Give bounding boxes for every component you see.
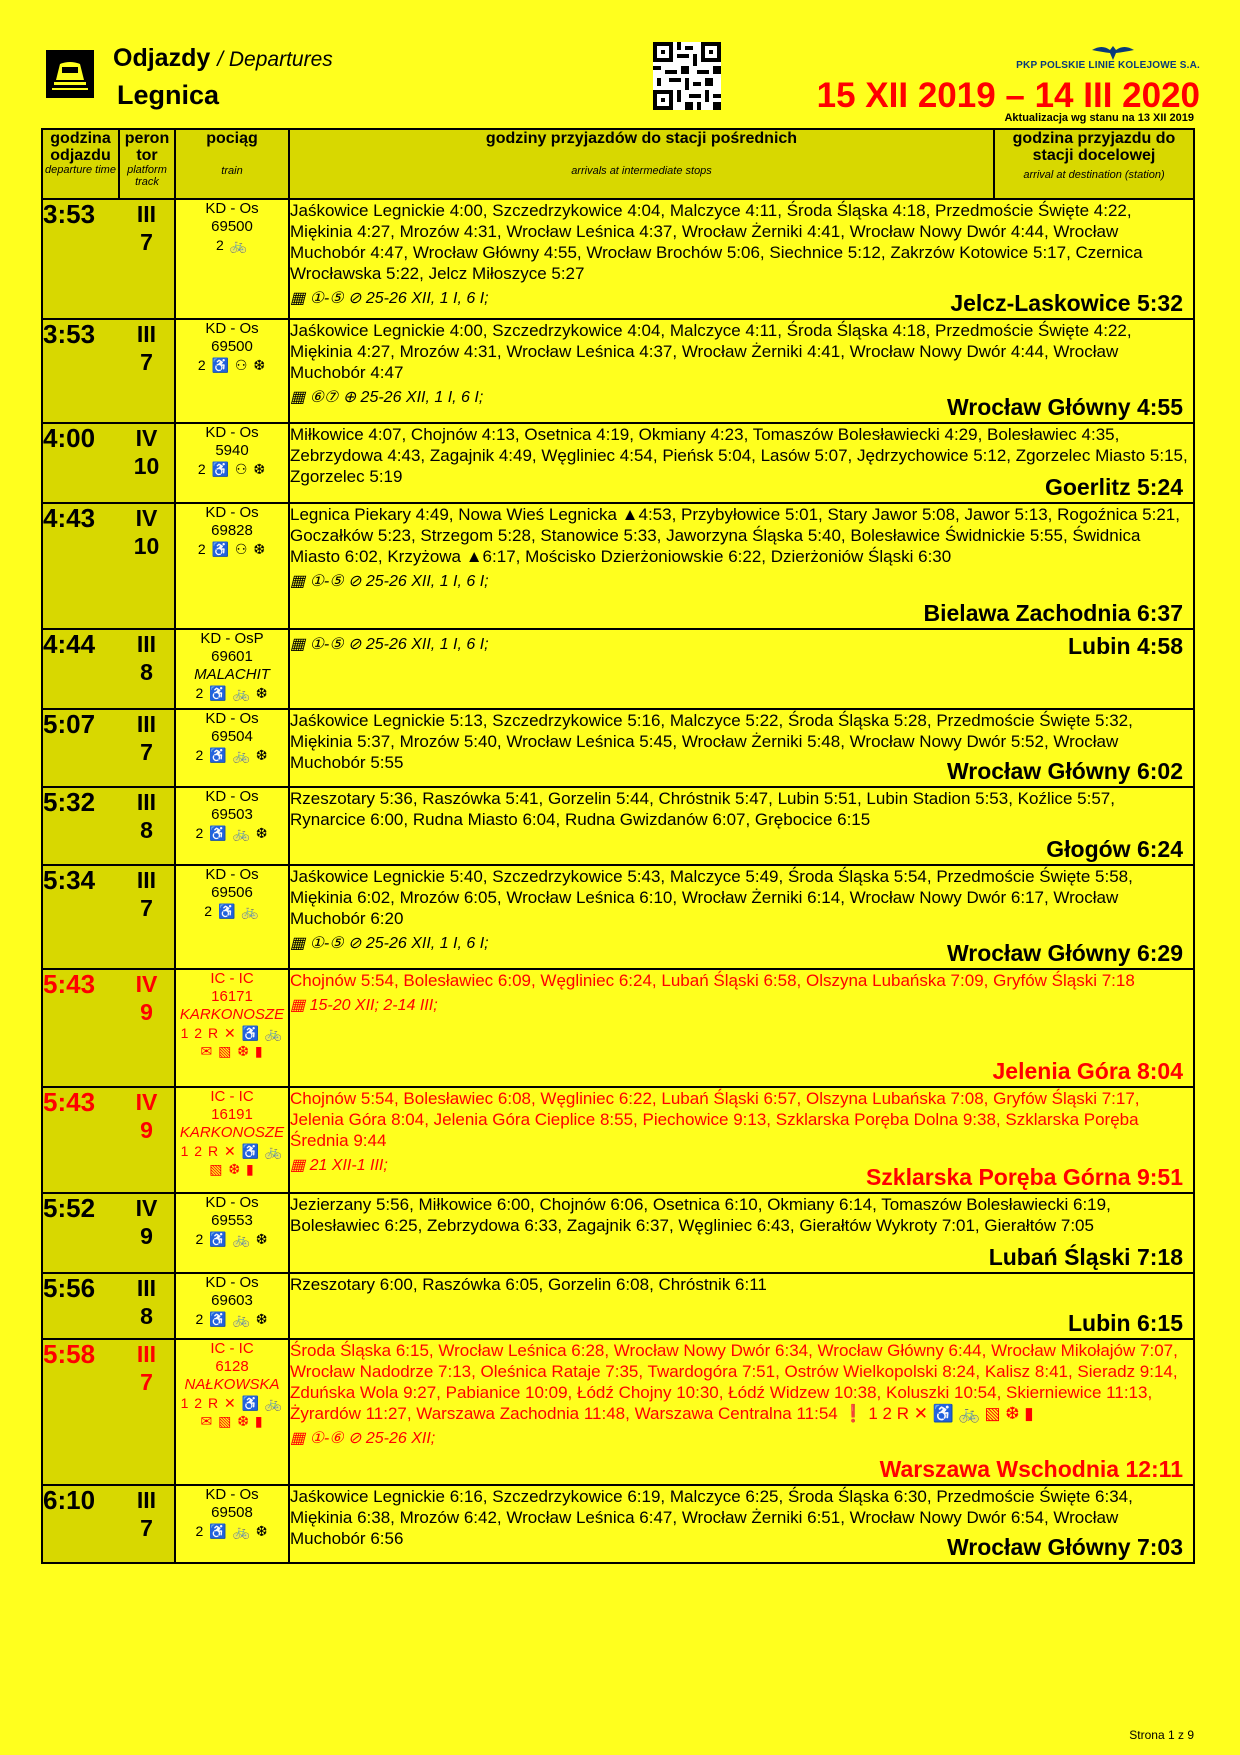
train-name: NAŁKOWSKA [184,1376,280,1393]
table-row [42,1087,1194,1193]
train-carrier: KD - Os [205,200,259,217]
destination: Goerlitz 5:24 [1044,474,1183,500]
departure-time: 5:52 [42,1193,119,1273]
calendar-note: ▦ ①-⑤ ⊘ 25-26 XII, 1 I, 6 I; [290,636,489,653]
departure-time: 3:53 [42,319,119,423]
train-carrier: KD - Os [205,788,259,805]
track: 7 [140,739,153,765]
train-number: 16171 [211,988,253,1005]
platform-track [119,319,175,423]
track: 9 [140,1117,153,1143]
departure-time: 6:10 [42,1485,119,1563]
train-number: 16191 [211,1106,253,1123]
track: 7 [140,1369,153,1395]
train-info [175,1273,289,1339]
table-row [42,629,1194,709]
track: 8 [140,817,153,843]
destination: Głogów 6:24 [1046,836,1183,862]
destination: Lubin 4:58 [1067,633,1183,659]
platform-track [119,709,175,787]
header-time: godzina odjazdu departure time [42,129,119,199]
service-symbols-icon: 1 2 R ✕ ♿ 🚲 ✉ ▧ ❆ ▮ [180,1395,284,1429]
departure-time: 5:56 [42,1273,119,1339]
track: 9 [140,999,153,1025]
destination: Jelcz-Laskowice 5:32 [950,290,1183,316]
platform-track [119,1485,175,1563]
train-carrier: IC - IC [210,1340,254,1357]
intermediate-stops: Środa Śląska 6:15, Wrocław Leśnica 6:28, Wrocław Nowy Dwór 6:34, Wrocław Główny 6:44, Wrocław Mikołajów 7:07, Wrocław Nadodrze 7:13, Oleśnica Rataje 7:35, Twardogóra 7:51, Ostrów Wielkopolski 8:24, Kalisz 8:41, Sieradz 9:14, Zduńska Wola 9:27, Pabianice 10:09, Łódź Chojny 10:30, Łódź Widzew 10:38, Koluszki 10:54, Skierniewice 11:13, Żyrardów 11:27, Warszawa Zachodnia 11:48, Warszawa Centralna 11:54 ❗ 1 2 R ✕ ♿ 🚲 ▧ ❆ ▮ [290,1341,1178,1423]
header-train: pociąg train [175,129,289,199]
service-symbols-icon: 2 ♿ 🚲 ❆ [195,747,269,763]
stops-cell [289,1485,1194,1563]
header-platform: peron tor platform track [119,129,175,199]
train-carrier: KD - OsP [200,630,264,647]
platform: IV [135,1195,158,1221]
destination: Wrocław Główny 4:55 [946,394,1183,420]
platform-track [119,629,175,709]
destination: Szklarska Poręba Górna 9:51 [865,1164,1183,1190]
platform-track [119,787,175,865]
stops-cell [289,423,1194,503]
departure-time: 5:58 [42,1339,119,1485]
platform: III [136,631,157,657]
calendar-note: ▦ ①-⑥ ⊘ 25-26 XII; [290,1430,436,1447]
intermediate-stops: Jaśkowice Legnickie 6:16, Szczedrzykowice 6:19, Malczyce 6:25, Środa Śląska 6:30, Przedmoście Święte 6:34, Miękinia 6:38, Mrozów 6:42, Wrocław Leśnica 6:47, Wrocław Żerniki 6:51, Wrocław Nowy Dwór 6:54, Wrocław Muchobór 6:56 [290,1487,1133,1548]
train-number: 6128 [215,1358,249,1375]
train-number: 69601 [211,648,253,665]
stops-cell [289,1193,1194,1273]
platform: III [136,1487,157,1513]
train-number: 69504 [211,728,253,745]
destination: Bielawa Zachodnia 6:37 [923,600,1183,626]
intermediate-stops: Jaśkowice Legnickie 4:00, Szczedrzykowice 4:04, Malczyce 4:11, Środa Śląska 4:18, Przedmoście Święte 4:22, Miękinia 4:27, Mrozów 4:31, Wrocław Leśnica 4:37, Wrocław Żerniki 4:41, Wrocław Nowy Dwór 4:44, Wrocław Muchobór 4:47 [290,321,1132,382]
destination: Warszawa Wschodnia 12:11 [879,1456,1183,1482]
platform-track [119,423,175,503]
train-info [175,199,289,319]
stops-cell [289,865,1194,969]
departure-time: 5:43 [42,969,119,1087]
table-row [42,865,1194,969]
page-number: Strona 1 z 9 [1129,1728,1194,1742]
train-icon [46,50,94,98]
train-info [175,709,289,787]
intermediate-stops: Legnica Piekary 4:49, Nowa Wieś Legnicka ▲4:53, Przybyłowice 5:01, Stary Jawor 5:08, Jawor 5:13, Rogoźnica 5:21, Goczałków 5:23, Strzegom 5:28, Stanowice 5:33, Jaworzyna Śląska 5:40, Bolesławice Świdnickie 5:55, Świdnica Miasto 6:02, Krzyżowa ▲6:17, Mościsko Dzierżoniowskie 6:22, Dzierżoniów Śląski 6:30 [290,505,1180,566]
platform: IV [135,971,158,997]
departure-time: 3:53 [42,199,119,319]
track: 8 [140,1303,153,1329]
service-symbols-icon: 2 ♿ 🚲 ❆ [195,685,269,701]
calendar-note: ▦ 21 XII-1 III; [290,1157,388,1174]
platform: IV [135,505,158,531]
intermediate-stops: Jezierzany 5:56, Miłkowice 6:00, Chojnów 6:06, Osetnica 6:10, Okmiany 6:14, Tomaszów Bolesławiecki 6:19, Bolesławiec 6:25, Zebrzydowa 6:33, Zagajnik 6:37, Węgliniec 6:43, Gierałtów Wykroty 7:01, Gierałtów 7:05 [290,1195,1111,1235]
platform: III [136,789,157,815]
intermediate-stops: Jaśkowice Legnickie 4:00, Szczedrzykowice 4:04, Malczyce 4:11, Środa Śląska 4:18, Przedmoście Święte 4:22, Miękinia 4:27, Mrozów 4:31, Wrocław Leśnica 4:37, Wrocław Żerniki 4:41, Wrocław Nowy Dwór 4:44, Wrocław Muchobór 4:47, Wrocław Główny 4:55, Wrocław Brochów 5:06, Siechnice 5:12, Zakrzów Kotowice 5:17, Czernica Wrocławska 5:22, Jelcz Miłoszyce 5:27 [290,201,1143,283]
timetable [41,128,1195,1564]
table-row [42,503,1194,629]
train-info [175,865,289,969]
train-carrier: KD - Os [205,1194,259,1211]
departure-time: 4:43 [42,503,119,629]
stops-cell [289,503,1194,629]
train-info [175,1339,289,1485]
header-destination: godzina przyjazdu do stacji docelowej arrival at destination (station) [994,129,1194,199]
platform-track [119,865,175,969]
table-row [42,1339,1194,1485]
train-number: 69603 [211,1292,253,1309]
calendar-note: ▦ ①-⑤ ⊘ 25-26 XII, 1 I, 6 I; [290,290,489,307]
validity-period: 15 XII 2019 – 14 III 2020 [816,76,1200,115]
table-row [42,709,1194,787]
platform: III [136,867,157,893]
service-symbols-icon: 2 ♿ ⚇ ❆ [197,461,267,477]
track: 7 [140,895,153,921]
stops-cell [289,969,1194,1087]
intermediate-stops: Chojnów 5:54, Bolesławiec 6:09, Węgliniec 6:24, Lubań Śląski 6:58, Olszyna Lubańska 7:09, Gryfów Śląski 7:18 [290,971,1135,990]
intermediate-stops: Rzeszotary 6:00, Raszówka 6:05, Gorzelin 6:08, Chróstnik 6:11 [290,1275,767,1294]
train-carrier: KD - Os [205,424,259,441]
destination: Lubań Śląski 7:18 [988,1244,1183,1270]
stops-cell [289,1273,1194,1339]
track: 9 [140,1223,153,1249]
departure-time: 4:44 [42,629,119,709]
train-carrier: KD - Os [205,866,259,883]
service-symbols-icon: 2 ♿ 🚲 ❆ [195,825,269,841]
train-name: KARKONOSZE [179,1006,285,1023]
destination: Jelenia Góra 8:04 [992,1058,1183,1084]
intermediate-stops: Chojnów 5:54, Bolesławiec 6:08, Węgliniec 6:22, Lubań Śląski 6:57, Olszyna Lubańska 7:08, Gryfów Śląski 7:17, Jelenia Góra 8:04, Jelenia Góra Cieplice 8:55, Piechowice 9:13, Szklarska Poręba Dolna 9:38, Szklarska Poręba Średnia 9:44 [290,1089,1140,1150]
train-info [175,1485,289,1563]
platform: III [136,201,157,227]
destination: Wrocław Główny 6:29 [946,940,1183,966]
track: 10 [133,533,160,559]
train-carrier: KD - Os [205,710,259,727]
service-symbols-icon: 2 ♿ 🚲 ❆ [195,1311,269,1327]
intermediate-stops: Miłkowice 4:07, Chojnów 4:13, Osetnica 4:19, Okmiany 4:23, Tomaszów Bolesławiecki 4:29, Bolesławiec 4:35, Zebrzydowa 4:43, Zagajnik 4:49, Węgliniec 4:54, Pieńsk 5:04, Lasów 5:07, Jędrzychowice 5:12, Zgorzelec Miasto 5:15, Zgorzelec 5:19 [290,425,1188,486]
platform: III [136,1275,157,1301]
stops-cell [289,629,1194,709]
train-number: 69553 [211,1212,253,1229]
table-row [42,1485,1194,1563]
service-symbols-icon: 2 ♿ 🚲 ❆ [195,1523,269,1539]
track: 7 [140,229,153,255]
train-number: 69508 [211,1504,253,1521]
intermediate-stops: Jaśkowice Legnickie 5:13, Szczedrzykowice 5:16, Malczyce 5:22, Środa Śląska 5:28, Przedmoście Święte 5:32, Miękinia 5:37, Mrozów 5:40, Wrocław Leśnica 5:45, Wrocław Żerniki 5:48, Wrocław Nowy Dwór 5:52, Wrocław Muchobór 5:55 [290,711,1133,772]
platform-track [119,199,175,319]
departure-time: 5:32 [42,787,119,865]
platform-track [119,1339,175,1485]
stops-cell [289,1087,1194,1193]
calendar-note: ▦ ①-⑤ ⊘ 25-26 XII, 1 I, 6 I; [290,935,489,952]
train-name: MALACHIT [194,666,270,683]
train-name: KARKONOSZE [179,1124,285,1141]
track: 8 [140,659,153,685]
train-carrier: KD - Os [205,320,259,337]
platform: IV [135,425,158,451]
train-info [175,1087,289,1193]
train-number: 69500 [211,338,253,355]
platform-track [119,503,175,629]
platform-track [119,1273,175,1339]
train-number: 5940 [215,442,249,459]
platform-track [119,1193,175,1273]
train-info [175,787,289,865]
track: 10 [133,453,160,479]
intermediate-stops: Rzeszotary 5:36, Raszówka 5:41, Gorzelin 5:44, Chróstnik 5:47, Lubin 5:51, Lubin Stadion 5:53, Koźlice 5:57, Rynarcice 6:00, Rudna Miasto 6:04, Rudna Gwizdanów 6:07, Grębocice 6:15 [290,789,1115,829]
stops-cell [289,319,1194,423]
train-info [175,319,289,423]
stops-cell [289,709,1194,787]
platform: III [136,321,157,347]
train-carrier: KD - Os [205,504,259,521]
train-info [175,503,289,629]
table-row [42,1273,1194,1339]
station-name: Legnica [117,80,220,110]
service-symbols-icon: 1 2 R ✕ ♿ 🚲 ▧ ❆ ▮ [180,1143,284,1177]
service-symbols-icon: 2 🚲 [215,237,249,253]
platform: III [136,1341,157,1367]
train-info [175,423,289,503]
table-row [42,319,1194,423]
platform-track [119,969,175,1087]
destination: Wrocław Główny 6:02 [946,758,1183,784]
track: 7 [140,1515,153,1541]
qr-code-icon [653,42,721,110]
stops-cell [289,199,1194,319]
operator-name: PKP POLSKIE LINIE KOLEJOWE S.A. [1016,60,1200,71]
train-carrier: KD - Os [205,1274,259,1291]
track: 7 [140,349,153,375]
departure-time: 5:43 [42,1087,119,1193]
table-row [42,423,1194,503]
calendar-note: ▦ ⑥⑦ ⊕ 25-26 XII, 1 I, 6 I; [290,389,484,406]
train-number: 69828 [211,522,253,539]
train-number: 69503 [211,806,253,823]
stops-cell [289,1339,1194,1485]
train-info [175,1193,289,1273]
train-carrier: IC - IC [210,970,254,987]
table-row [42,1193,1194,1273]
update-note: Aktualizacja wg stanu na 13 XII 2019 [1004,112,1194,124]
train-info [175,629,289,709]
intermediate-stops: Jaśkowice Legnickie 5:40, Szczedrzykowice 5:43, Malczyce 5:49, Środa Śląska 5:54, Przedmoście Święte 5:58, Miękinia 6:02, Mrozów 6:05, Wrocław Leśnica 6:10, Wrocław Żerniki 6:14, Wrocław Nowy Dwór 6:17, Wrocław Muchobór 6:20 [290,867,1133,928]
destination: Wrocław Główny 7:03 [946,1534,1183,1560]
service-symbols-icon: 1 2 R ✕ ♿ 🚲 ✉ ▧ ❆ ▮ [180,1025,284,1059]
platform-track [119,1087,175,1193]
train-number: 69500 [211,218,253,235]
service-symbols-icon: 2 ♿ ⚇ ❆ [197,541,267,557]
table-row [42,969,1194,1087]
table-row [42,787,1194,865]
train-info [175,969,289,1087]
platform: IV [135,1089,158,1115]
train-carrier: IC - IC [210,1088,254,1105]
calendar-note: ▦ 15-20 XII; 2-14 III; [290,997,438,1014]
service-symbols-icon: 2 ♿ 🚲 [204,903,260,919]
table-row [42,199,1194,319]
page-title: Odjazdy / Departures [113,44,333,72]
destination: Lubin 6:15 [1067,1310,1183,1336]
stops-cell [289,787,1194,865]
departure-time: 4:00 [42,423,119,503]
header-stops: godziny przyjazdów do stacji pośrednich arrivals at intermediate stops [289,129,994,199]
service-symbols-icon: 2 ♿ 🚲 ❆ [195,1231,269,1247]
service-symbols-icon: 2 ♿ ⚇ ❆ [197,357,267,373]
train-carrier: KD - Os [205,1486,259,1503]
departure-time: 5:07 [42,709,119,787]
departure-time: 5:34 [42,865,119,969]
platform: III [136,711,157,737]
calendar-note: ▦ ①-⑤ ⊘ 25-26 XII, 1 I, 6 I; [290,573,489,590]
train-number: 69506 [211,884,253,901]
